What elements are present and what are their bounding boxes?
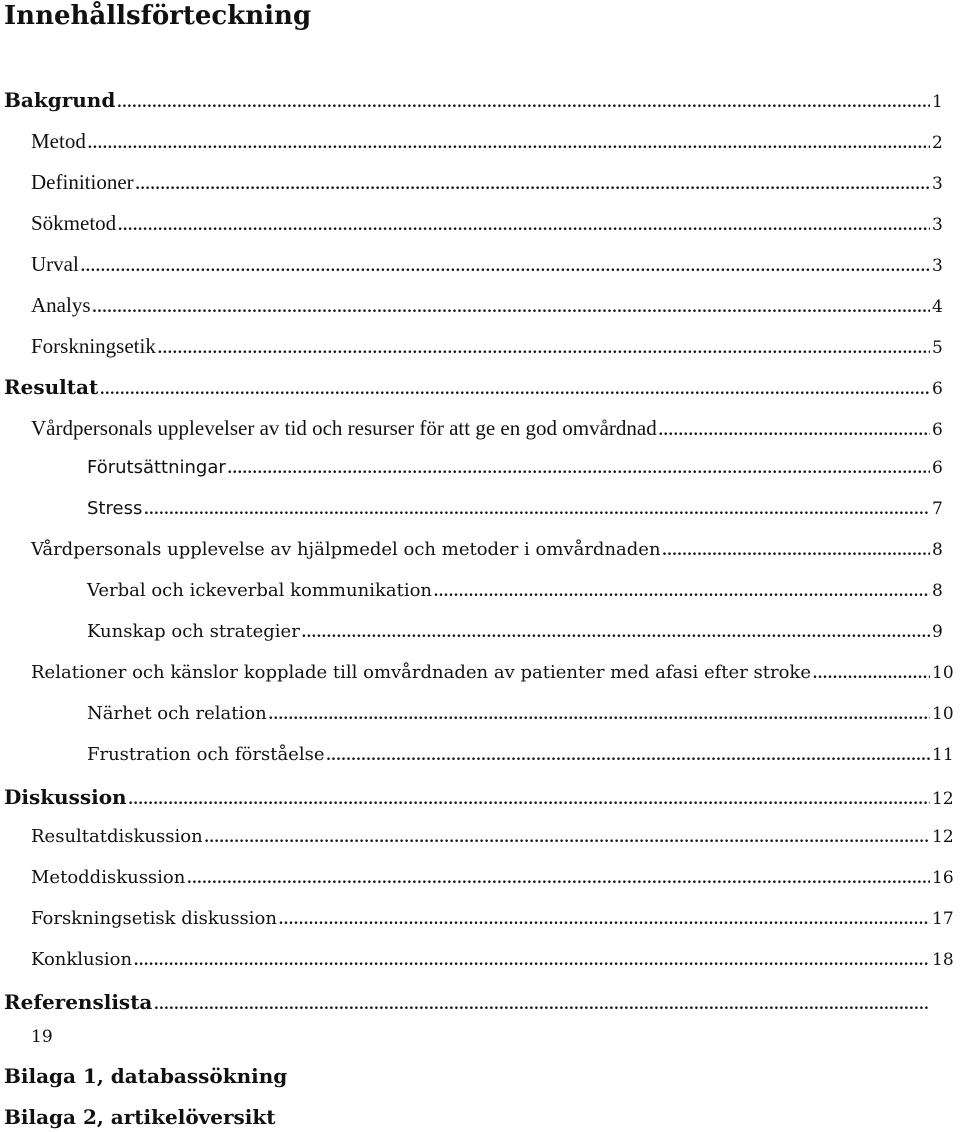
toc-entry-page: 8	[932, 581, 943, 601]
toc-leader-dots	[118, 217, 930, 235]
toc-entry[interactable]	[0, 490, 960, 531]
appendix-2[interactable]: Bilaga 2, artikelöversikt	[4, 1105, 276, 1129]
toc-list	[0, 80, 960, 982]
toc-entry-page: 10	[932, 663, 954, 683]
toc-entry-page: 6	[932, 420, 943, 440]
toc-entry-label: Vårdpersonals upplevelser av tid och resurser för att ge en god omvårdnad	[31, 416, 657, 440]
toc-entry-page: 1	[932, 92, 943, 112]
toc-leader-dots	[228, 460, 930, 478]
toc-entry[interactable]	[0, 736, 960, 777]
toc-leader-dots	[205, 829, 930, 847]
toc-entry[interactable]	[0, 777, 960, 818]
toc-entry-page: 7	[932, 499, 943, 519]
toc-entry-page: 5	[932, 338, 943, 358]
toc-entry[interactable]	[0, 572, 960, 613]
toc-entry-page: 12	[932, 827, 954, 847]
toc-entry-label: Sökmetod	[31, 211, 117, 235]
toc-leader-dots	[154, 996, 930, 1014]
toc-entry[interactable]	[0, 244, 960, 285]
toc-entry-label: Resultatdiskussion	[31, 826, 203, 847]
toc-entry[interactable]	[0, 941, 960, 982]
toc-entry[interactable]	[0, 859, 960, 900]
toc-leader-dots	[134, 952, 930, 970]
toc-entry[interactable]	[0, 80, 960, 121]
toc-leader-dots	[302, 624, 930, 642]
toc-entry[interactable]	[0, 121, 960, 162]
toc-entry[interactable]	[0, 531, 960, 572]
toc-entry-label: Definitioner	[31, 170, 134, 194]
toc-leader-dots	[100, 381, 930, 399]
toc-entry-references[interactable]	[0, 982, 960, 1023]
toc-leader-dots	[117, 94, 930, 112]
toc-entry-label: Kunskap och strategier	[87, 621, 300, 642]
toc-entry[interactable]	[0, 449, 960, 490]
toc-entry-page: 19	[31, 1027, 53, 1047]
page-title: Innehållsförteckning	[4, 1, 312, 31]
toc-entry[interactable]	[0, 818, 960, 859]
toc-entry-label: Vårdpersonals upplevelse av hjälpmedel och metoder i omvårdnaden	[31, 539, 661, 560]
toc-entry-label: Frustration och förståelse	[87, 744, 325, 765]
toc-leader-dots	[158, 340, 930, 358]
toc-entry-label: Analys	[31, 293, 91, 317]
toc-entry-page: 17	[932, 909, 954, 929]
toc-entry-label: Metod	[31, 129, 86, 153]
toc-leader-dots	[88, 135, 930, 153]
toc-entry[interactable]	[0, 654, 960, 695]
toc-leader-dots	[663, 542, 930, 560]
toc-entry-label: Bakgrund	[4, 88, 116, 112]
toc-entry[interactable]	[0, 695, 960, 736]
toc-entry-page: 3	[932, 215, 943, 235]
toc-leader-dots	[659, 422, 930, 440]
toc-entry[interactable]	[0, 326, 960, 367]
toc-entry-label: Förutsättningar	[87, 457, 226, 478]
toc-entry-page: 12	[932, 789, 954, 809]
toc-entry-label: Metoddiskussion	[31, 867, 186, 888]
toc-leader-dots	[813, 665, 930, 683]
toc-entry-page: 10	[932, 704, 954, 724]
toc-entry[interactable]	[0, 408, 960, 449]
toc-leader-dots	[269, 706, 930, 724]
toc-entry-label: Forskningsetik	[31, 334, 156, 358]
toc-entry-page: 8	[932, 540, 943, 560]
toc-entry[interactable]	[0, 900, 960, 941]
toc-leader-dots	[434, 583, 930, 601]
toc-entry-label: Forskningsetisk diskussion	[31, 908, 277, 929]
toc-entry-page: 6	[932, 458, 943, 478]
toc-entry-label: Relationer och känslor kopplade till omvårdnaden av patienter med afasi efter stroke	[31, 662, 811, 683]
toc-entry[interactable]	[0, 613, 960, 654]
toc-entry[interactable]	[0, 203, 960, 244]
toc-entry-label: Konklusion	[31, 949, 133, 970]
toc-entry-label: Närhet och relation	[87, 703, 267, 724]
toc-entry[interactable]	[0, 285, 960, 326]
toc-leader-dots	[144, 501, 930, 519]
appendix-1[interactable]: Bilaga 1, databassökning	[4, 1064, 288, 1088]
toc-leader-dots	[136, 176, 930, 194]
toc-entry-page: 2	[932, 133, 943, 153]
toc-leader-dots	[129, 791, 930, 809]
toc-entry-page: 16	[932, 868, 954, 888]
toc-entry[interactable]	[0, 162, 960, 203]
toc-entry-label: Diskussion	[4, 785, 127, 809]
toc-entry-label: Stress	[87, 498, 143, 519]
toc-entry-page: 11	[932, 745, 954, 765]
toc-entry-label: Referenslista	[4, 990, 153, 1014]
toc-entry-page: 18	[932, 950, 954, 970]
toc-entry-page: 6	[932, 379, 943, 399]
toc-entry[interactable]	[0, 367, 960, 408]
toc-entry-label: Verbal och ickeverbal kommunikation	[87, 580, 433, 601]
toc-entry-label: Urval	[31, 252, 79, 276]
toc-entry-page: 3	[932, 174, 943, 194]
toc-leader-dots	[326, 747, 930, 765]
toc-entry-page: 3	[932, 256, 943, 276]
toc-leader-dots	[279, 911, 930, 929]
toc-entry-label: Resultat	[4, 375, 99, 399]
toc-entry-page: 9	[932, 622, 943, 642]
toc-entry-page: 4	[932, 297, 943, 317]
toc-leader-dots	[81, 258, 930, 276]
toc-leader-dots	[187, 870, 930, 888]
toc-leader-dots	[93, 299, 931, 317]
